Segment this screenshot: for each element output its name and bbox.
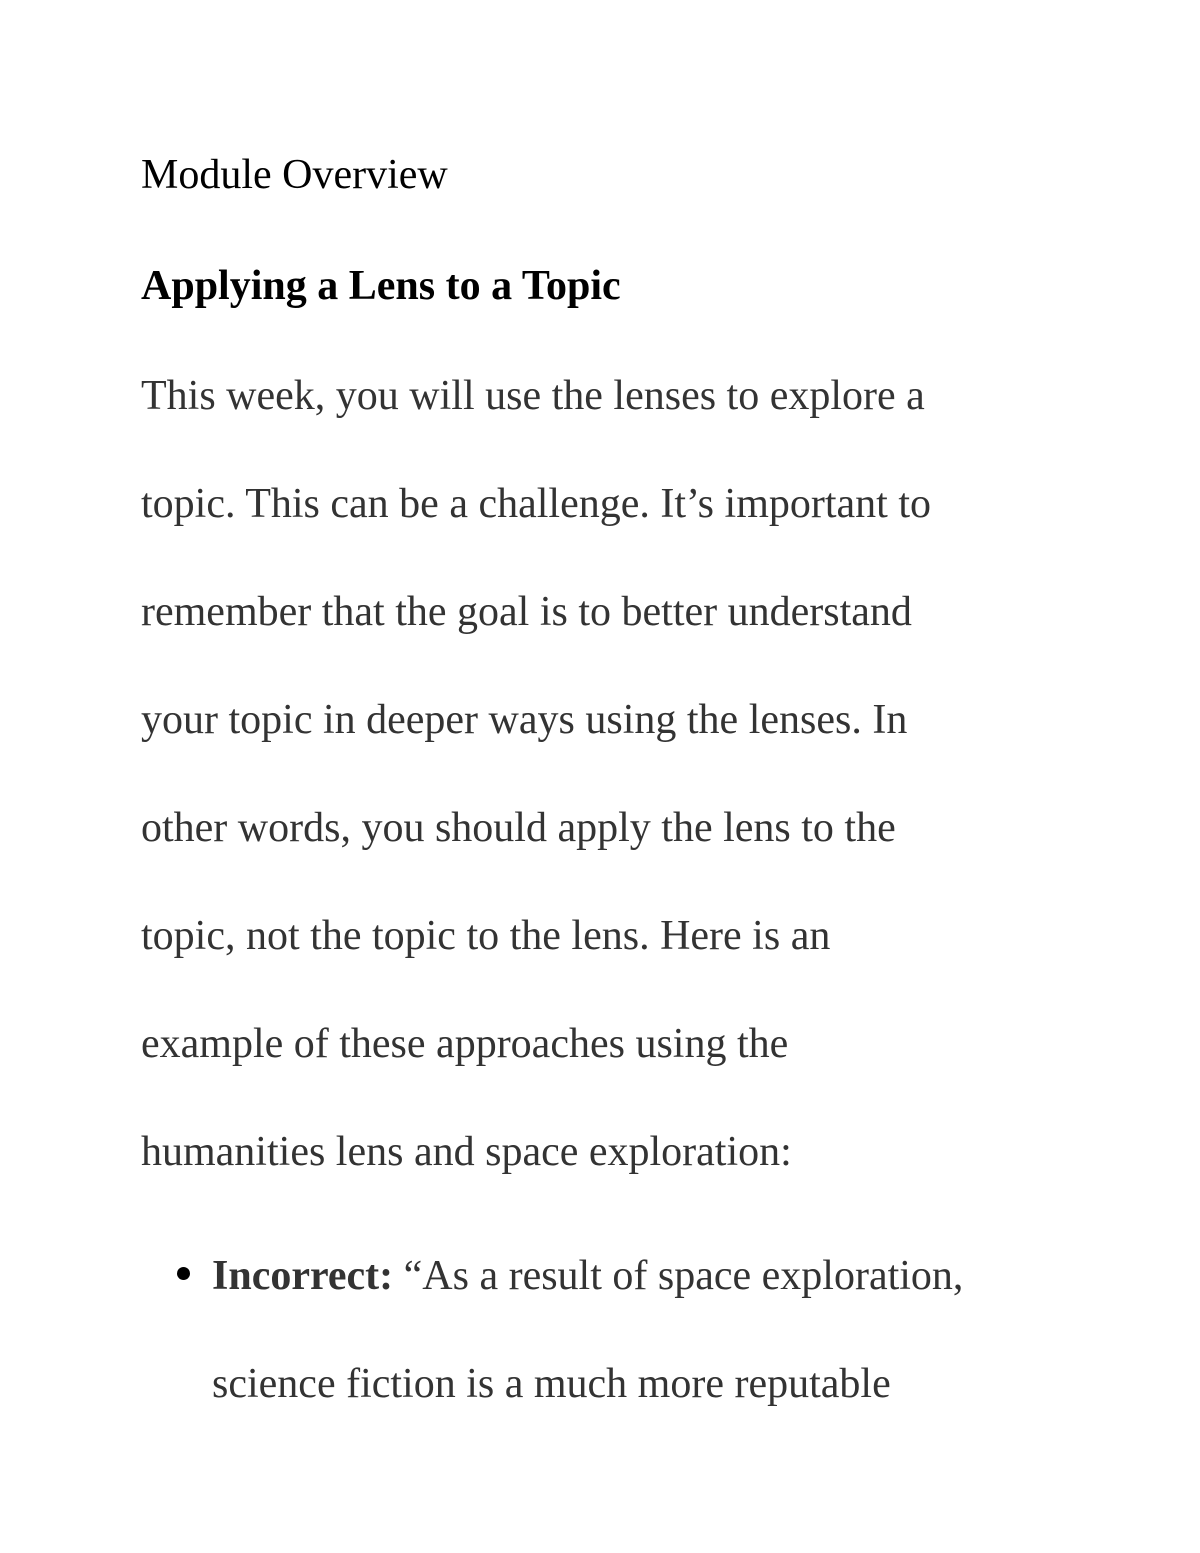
body-line: remember that the goal is to better understand (141, 589, 912, 635)
bullet-line: science fiction is a much more reputable (212, 1361, 891, 1407)
bullet-text: “As a result of space exploration, (393, 1253, 964, 1299)
body-line: other words, you should apply the lens to the (141, 805, 896, 851)
body-line: your topic in deeper ways using the lenses. In (141, 697, 908, 743)
body-line: example of these approaches using the (141, 1021, 789, 1067)
body-paragraph (141, 368, 1061, 1232)
module-overview-label: Module Overview (141, 152, 448, 198)
body-line: topic, not the topic to the lens. Here is an (141, 913, 831, 959)
body-line: This week, you will use the lenses to explore a (141, 373, 925, 419)
example-bullet-list (141, 1248, 1101, 1464)
body-line: humanities lens and space exploration: (141, 1129, 792, 1175)
bullet-line (212, 1248, 1101, 1356)
body-line: topic. This can be a challenge. It’s important to (141, 481, 932, 527)
incorrect-label: Incorrect: (212, 1253, 394, 1299)
bullet-dot-icon (177, 1267, 190, 1280)
list-item (141, 1248, 1101, 1464)
page-heading: Applying a Lens to a Topic (141, 263, 621, 309)
